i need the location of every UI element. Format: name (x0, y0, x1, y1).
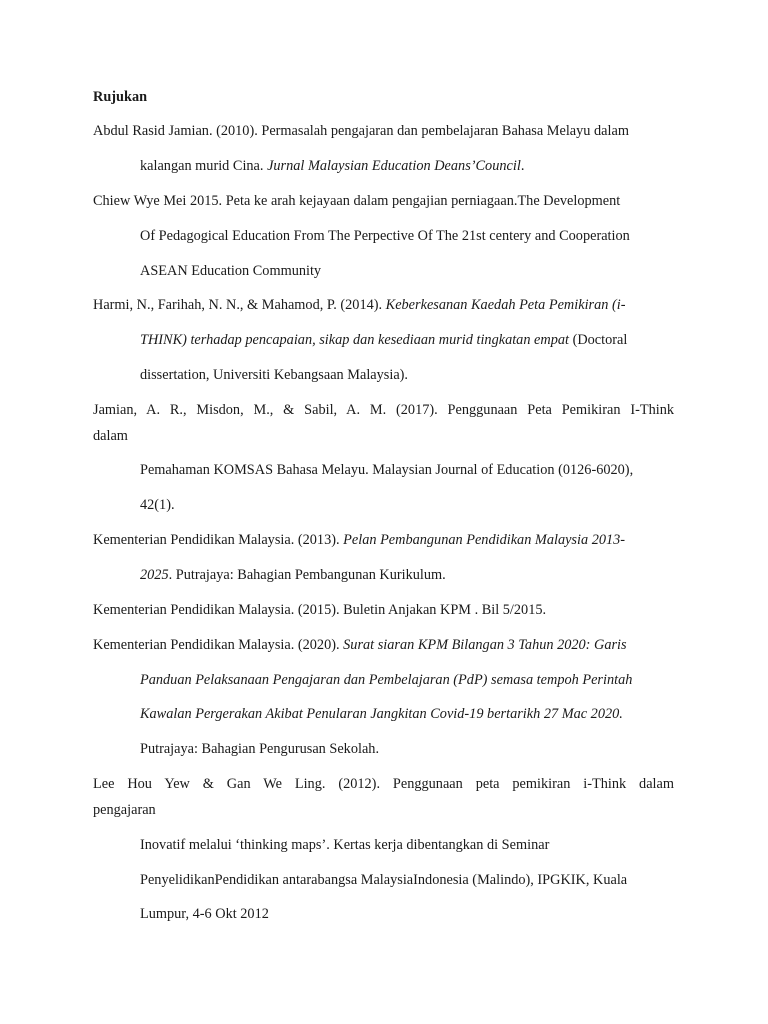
reference-6-line-1: Kementerian Pendidikan Malaysia. (2015). Buletin Anjakan KPM . Bil 5/2015. (93, 602, 547, 618)
reference-1-line-1: Abdul Rasid Jamian. (2010). Permasalah pengajaran dan pembelajaran Bahasa Melayu dalam (93, 123, 629, 139)
reference-2-line-3: ASEAN Education Community (140, 263, 322, 279)
references-heading: Rujukan (93, 89, 148, 105)
reference-3-line-1 (93, 296, 625, 314)
reference-1-text: kalangan murid Cina. (140, 158, 268, 174)
reference-4-line-1: Jamian, A. R., Misdon, M., & Sabil, A. M. (2017). Penggunaan Peta Pemikiran I-Think (93, 402, 674, 418)
reference-5-title-part-1: Pelan Pembangunan Pendidikan Malaysia 2013- (343, 532, 626, 548)
reference-5-line-2 (140, 566, 446, 584)
reference-8-line-2: Inovatif melalui ‘thinking maps’. Kertas kerja dibentangkan di Seminar (140, 837, 550, 853)
reference-3-authors: Harmi, N., Farihah, N. N., & Mahamod, P. (2014). (93, 297, 386, 313)
reference-7-title-part-2: Panduan Pelaksanaan Pengajaran dan Pembelajaran (PdP) semasa tempoh Perintah (140, 672, 633, 688)
reference-7-title-part-3: Kawalan Pergerakan Akibat Penularan Jangkitan Covid-19 bertarikh 27 Mac 2020. (140, 706, 623, 722)
reference-8-line-3: PenyelidikanPendidikan antarabangsa MalaysiaIndonesia (Malindo), IPGKIK, Kuala (140, 872, 628, 888)
reference-7-line-1 (93, 636, 627, 654)
reference-1-line-2 (140, 157, 524, 175)
reference-3-title-part-1: Keberkesanan Kaedah Peta Pemikiran (i- (385, 297, 626, 313)
reference-1-journal: Jurnal Malaysian Education Deans’Council (267, 158, 521, 174)
reference-3-line-2 (140, 331, 627, 349)
reference-7-title-part-1: Surat siaran KPM Bilangan 3 Tahun 2020: Garis (343, 637, 627, 653)
reference-4-line-3: 42(1). (140, 497, 175, 513)
reference-7-line-3 (140, 705, 623, 723)
reference-5-authors: Kementerian Pendidikan Malaysia. (2013). (93, 532, 344, 548)
reference-3-type: (Doctoral (569, 332, 628, 348)
reference-7-authors: Kementerian Pendidikan Malaysia. (2020). (93, 637, 344, 653)
reference-5-title-part-2: 2025 (140, 567, 169, 583)
reference-8-line-1: Lee Hou Yew & Gan We Ling. (2012). Penggunaan peta pemikiran i-Think dalam (93, 776, 674, 792)
reference-4-line-1-wrap: dalam (93, 428, 128, 444)
reference-8-line-1-wrap: pengajaran (93, 802, 156, 818)
reference-4-line-2: Pemahaman KOMSAS Bahasa Melayu. Malaysian Journal of Education (0126-6020), (140, 462, 634, 478)
reference-5-publisher: . Putrajaya: Bahagian Pembangunan Kurikulum. (168, 567, 446, 583)
reference-2-line-1: Chiew Wye Mei 2015. Peta ke arah kejayaan dalam pengajian perniagaan.The Development (93, 193, 621, 209)
reference-2-line-2: Of Pedagogical Education From The Perpective Of The 21st centery and Cooperation (140, 228, 630, 244)
reference-8-line-4: Lumpur, 4-6 Okt 2012 (140, 906, 269, 922)
reference-7-line-4: Putrajaya: Bahagian Pengurusan Sekolah. (140, 741, 380, 757)
reference-5-line-1 (93, 531, 625, 549)
reference-3-line-3: dissertation, Universiti Kebangsaan Malaysia). (140, 367, 408, 383)
reference-1-end: . (520, 158, 525, 174)
reference-7-line-2 (140, 671, 632, 689)
reference-3-title-part-2: THINK) terhadap pencapaian, sikap dan kesediaan murid tingkatan empat (140, 332, 569, 348)
